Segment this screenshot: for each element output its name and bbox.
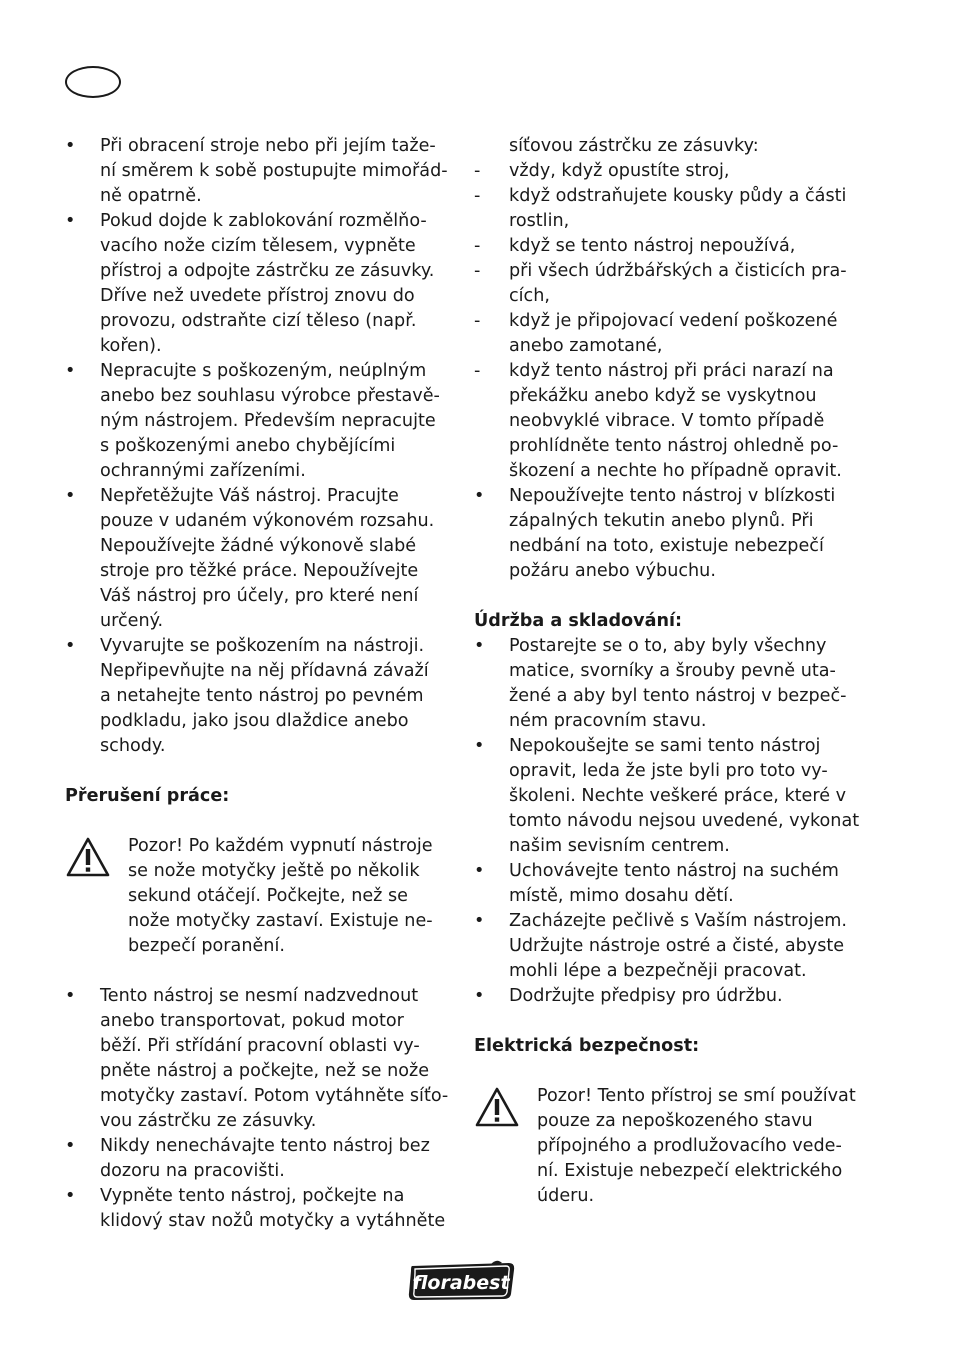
bullet-item: • Nikdy nenechávajte tento nástroj bez dozoru na pracovišti. bbox=[65, 1136, 430, 1181]
dash-item: - při všech údržbářských a čisticích pra- cích, bbox=[474, 261, 847, 306]
bullet-item: • Vyvarujte se poškozením na nástroji. Nepřipevňujte na něj přídavná závaží a netahejte tento nástroj po pevném podkladu, jako jsou dlaždice anebo schody. bbox=[65, 636, 429, 756]
bullet-item: • Nepřetěžujte Váš nástroj. Pracujte pouze v udaném výkonovém rozsahu. Nepoužívejte žádné výkonově slabé stroje pro těžké práce. Nepoužívejte Váš nástroj pro účely, pro které není určený. bbox=[65, 486, 435, 631]
bullet-item: • Při obracení stroje nebo při jejím taže- ní směrem k sobě postupujte mimořád- ně opatrně. bbox=[65, 136, 448, 206]
florabest-logo bbox=[405, 1260, 517, 1302]
dash-item: - když se tento nástroj nepoužívá, bbox=[474, 236, 796, 256]
warning-box-electric: Pozor! Tento přístroj se smí používat pouze za nepoškozeného stavu přípojného a prodlužovacího vede- ní. Existuje nebezpečí elektrického úderu. bbox=[474, 1084, 866, 1209]
bullet-item: • Uchovávejte tento nástroj na suchém místě, mimo dosahu dětí. bbox=[474, 861, 839, 906]
language-code-oval bbox=[65, 66, 121, 98]
bullet-item: • Nepokoušejte se sami tento nástroj opravit, leda že jste byli pro toto vy- školeni. Nechte veškeré práce, které v tomto návodu nejsou uvedené, vykonat našim sevisním centrem. bbox=[474, 736, 860, 856]
bullet-item: • Zacházejte pečlivě s Vaším nástrojem. Udržujte nástroje ostré a čisté, abyste mohli lépe a bezpečněji pracovat. bbox=[474, 911, 848, 981]
section-heading-interruption: Přerušení práce: bbox=[65, 786, 230, 806]
bullet-item: • Vypněte tento nástroj, počkejte na klidový stav nožů motyčky a vytáhněte bbox=[65, 1186, 446, 1231]
dash-item: - když odstraňujete kousky půdy a části rostlin, bbox=[474, 186, 847, 231]
bullet-item: • Tento nástroj se nesmí nadzvednout anebo transportovat, pokud motor běží. Při střídání pracovní oblasti vy- pněte nástroj a počkejte, než se nože motyčky zastaví. Potom vytáhněte síťo- vou zástrčku ze zásuvky. bbox=[65, 986, 449, 1131]
bullet-item: • Pokud dojde k zablokování rozmělňo- vacího nože cizím tělesem, vypněte přístroj a odpojte zástrčku ze zásuvky. Dříve než uvedete přístroj znovu do provozu, odstraňte cizí těleso (např. kořen). bbox=[65, 211, 435, 356]
bullet-item: • Nepoužívejte tento nástroj v blízkosti zápalných tekutin anebo plynů. Při nedbání na toto, existuje nebezpečí požáru anebo výbuchu. bbox=[474, 486, 836, 581]
logo-text: florabest bbox=[412, 1272, 510, 1294]
warning-triangle-icon bbox=[65, 836, 111, 878]
bullet-item: • Nepracujte s poškozeným, neúplným anebo bez souhlasu výrobce přestavě- ným nástrojem. Především nepracujte s poškozenými anebo chybějícími ochrannými zařízeními. bbox=[65, 361, 440, 481]
bullet-item: • Dodržujte předpisy pro údržbu. bbox=[474, 986, 783, 1006]
section-heading-maintenance: Údržba a skladování: bbox=[474, 611, 683, 631]
continued-text: síťovou zástrčku ze zásuvky: bbox=[509, 136, 759, 156]
section-heading-electric: Elektrická bezpečnost: bbox=[474, 1036, 700, 1056]
dash-item: - vždy, když opustíte stroj, bbox=[474, 161, 730, 181]
right-column bbox=[474, 134, 866, 1209]
bullet-item: • Postarejte se o to, aby byly všechny matice, svorníky a šrouby pevně uta- žené a aby byl tento nástroj v bezpeč- ném pracovním stavu. bbox=[474, 636, 847, 731]
warning-box-interruption: Pozor! Po každém vypnutí nástroje se nože motyčky ještě po několik sekund otáčejí. Počkejte, než se nože motyčky zastaví. Existuje ne- bezpečí poranění. bbox=[65, 834, 450, 959]
left-column bbox=[65, 134, 450, 1234]
dash-item: - když je připojovací vedení poškozené anebo zamotané, bbox=[474, 311, 838, 356]
dash-item: - když tento nástroj při práci narazí na překážku anebo když se vyskytnou neobvyklé vibrace. V tomto případě prohlídněte tento nástroj ohledně po- škození a nechte ho případně opravit. bbox=[474, 361, 842, 481]
warning-triangle-icon bbox=[474, 1086, 520, 1128]
